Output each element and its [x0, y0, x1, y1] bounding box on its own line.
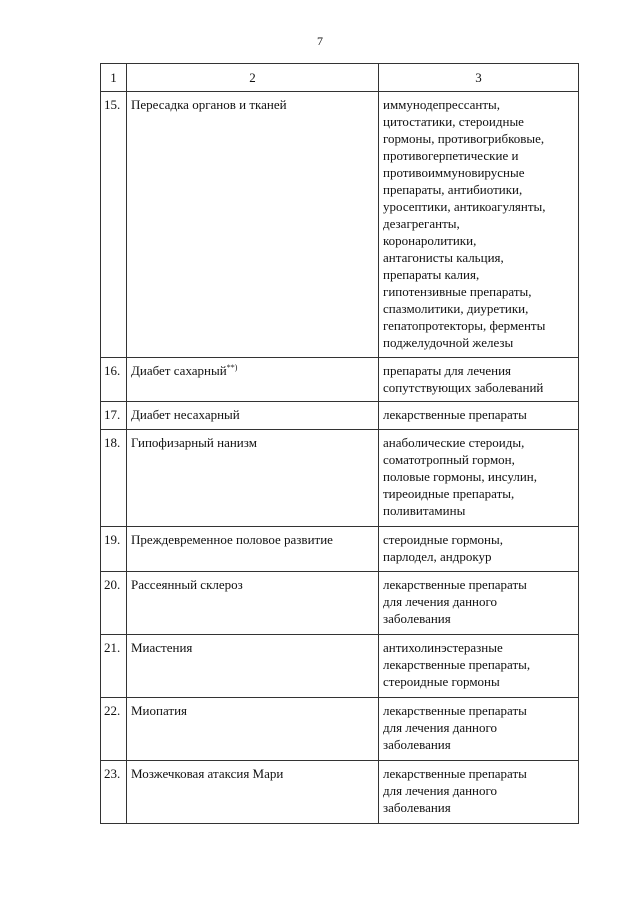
drug-line: антагонисты кальция,	[383, 250, 504, 265]
table-row	[101, 92, 579, 358]
disease-label: Гипофизарный нанизм	[131, 435, 257, 450]
disease-label: Пересадка органов и тканей	[131, 97, 287, 112]
disease-name	[131, 766, 283, 781]
disease-name	[131, 363, 237, 378]
disease-name	[131, 640, 192, 655]
drug-line: лекарственные препараты	[383, 407, 527, 422]
disease-name	[131, 532, 333, 547]
drug-line: соматотропный гормон,	[383, 452, 515, 467]
disease-label: Диабет сахарный	[131, 363, 227, 378]
row-number: 16.	[101, 358, 127, 402]
table-row	[101, 761, 579, 824]
disease-cell	[127, 430, 379, 527]
table-row	[101, 635, 579, 698]
drug-line: заболевания	[383, 800, 451, 815]
disease-name	[131, 577, 243, 592]
disease-cell	[127, 761, 379, 824]
row-number: 22.	[101, 698, 127, 761]
drug-line: гормоны, противогрибковые,	[383, 131, 545, 146]
row-number: 21.	[101, 635, 127, 698]
row-number: 17.	[101, 402, 127, 430]
drug-line: для лечения данного	[383, 783, 498, 798]
drug-line: препараты для лечения	[383, 363, 512, 378]
drug-line: сопутствующих заболеваний	[383, 380, 544, 395]
table-row	[101, 572, 579, 635]
table-row	[101, 527, 579, 572]
disease-cell	[127, 402, 379, 430]
drug-line: заболевания	[383, 737, 451, 752]
drugs-cell	[379, 572, 579, 635]
drug-line: иммунодепрессанты,	[383, 97, 501, 112]
drugs-cell	[379, 358, 579, 402]
disease-label: Миопатия	[131, 703, 188, 718]
disease-name	[131, 407, 240, 422]
drug-line: антихолинэстеразные	[383, 640, 503, 655]
drug-line: гепатопротекторы, ферменты	[383, 318, 546, 333]
drug-line: поджелудочной железы	[383, 335, 514, 350]
page-number: 7	[317, 34, 323, 48]
drug-line: стероидные гормоны,	[383, 532, 503, 547]
row-number: 18.	[101, 430, 127, 527]
drug-line: противогерпетические и	[383, 148, 519, 163]
disease-cell	[127, 635, 379, 698]
disease-cell	[127, 527, 379, 572]
drug-line: спазмолитики, диуретики,	[383, 301, 529, 316]
disease-cell	[127, 92, 379, 358]
footnote-marker: **)	[226, 363, 238, 372]
disease-label: Преждевременное половое развитие	[131, 532, 333, 547]
drug-line: поливитамины	[383, 503, 466, 518]
disease-cell	[127, 572, 379, 635]
drugs-cell	[379, 527, 579, 572]
drug-line: лекарственные препараты,	[383, 657, 531, 672]
drug-line: парлодел, андрокур	[383, 549, 492, 564]
disease-name	[131, 703, 187, 718]
drug-line: лекарственные препараты	[383, 703, 527, 718]
drug-line: для лечения данного	[383, 720, 498, 735]
drug-line: для лечения данного	[383, 594, 498, 609]
drug-line: лекарственные препараты	[383, 577, 527, 592]
table-row	[101, 402, 579, 430]
drugs-cell	[379, 430, 579, 527]
header-col-2: 2	[127, 64, 379, 92]
table-body	[101, 64, 579, 824]
drug-line: анаболические стероиды,	[383, 435, 525, 450]
drugs-cell	[379, 402, 579, 430]
row-number: 23.	[101, 761, 127, 824]
table-row	[101, 358, 579, 402]
disease-cell	[127, 358, 379, 402]
disease-cell	[127, 698, 379, 761]
table-row	[101, 698, 579, 761]
drug-line: заболевания	[383, 611, 451, 626]
drugs-cell	[379, 698, 579, 761]
disease-label: Мозжечковая атаксия Мари	[131, 766, 284, 781]
row-number: 20.	[101, 572, 127, 635]
header-col-1: 1	[101, 64, 127, 92]
drug-line: цитостатики, стероидные	[383, 114, 524, 129]
drug-line: уросептики, антикоагулянты,	[383, 199, 546, 214]
disease-name	[131, 97, 287, 112]
drug-line: лекарственные препараты	[383, 766, 527, 781]
disease-label: Миастения	[131, 640, 193, 655]
drug-line: препараты калия,	[383, 267, 480, 282]
header-col-3: 3	[379, 64, 579, 92]
disease-label: Рассеянный склероз	[131, 577, 243, 592]
drug-line: коронаролитики,	[383, 233, 477, 248]
drugs-cell	[379, 92, 579, 358]
table-header-row	[101, 64, 579, 92]
drug-line: половые гормоны, инсулин,	[383, 469, 537, 484]
disease-drug-table	[100, 63, 579, 824]
disease-label: Диабет несахарный	[131, 407, 240, 422]
drug-line: противоиммуновирусные	[383, 165, 525, 180]
drugs-cell	[379, 761, 579, 824]
drug-line: препараты, антибиотики,	[383, 182, 523, 197]
drug-line: тиреоидные препараты,	[383, 486, 515, 501]
row-number: 19.	[101, 527, 127, 572]
table-row	[101, 430, 579, 527]
drug-line: стероидные гормоны	[383, 674, 500, 689]
disease-name	[131, 435, 257, 450]
drug-line: гипотензивные препараты,	[383, 284, 532, 299]
row-number: 15.	[101, 92, 127, 358]
drug-line: дезагреганты,	[383, 216, 460, 231]
drugs-cell	[379, 635, 579, 698]
